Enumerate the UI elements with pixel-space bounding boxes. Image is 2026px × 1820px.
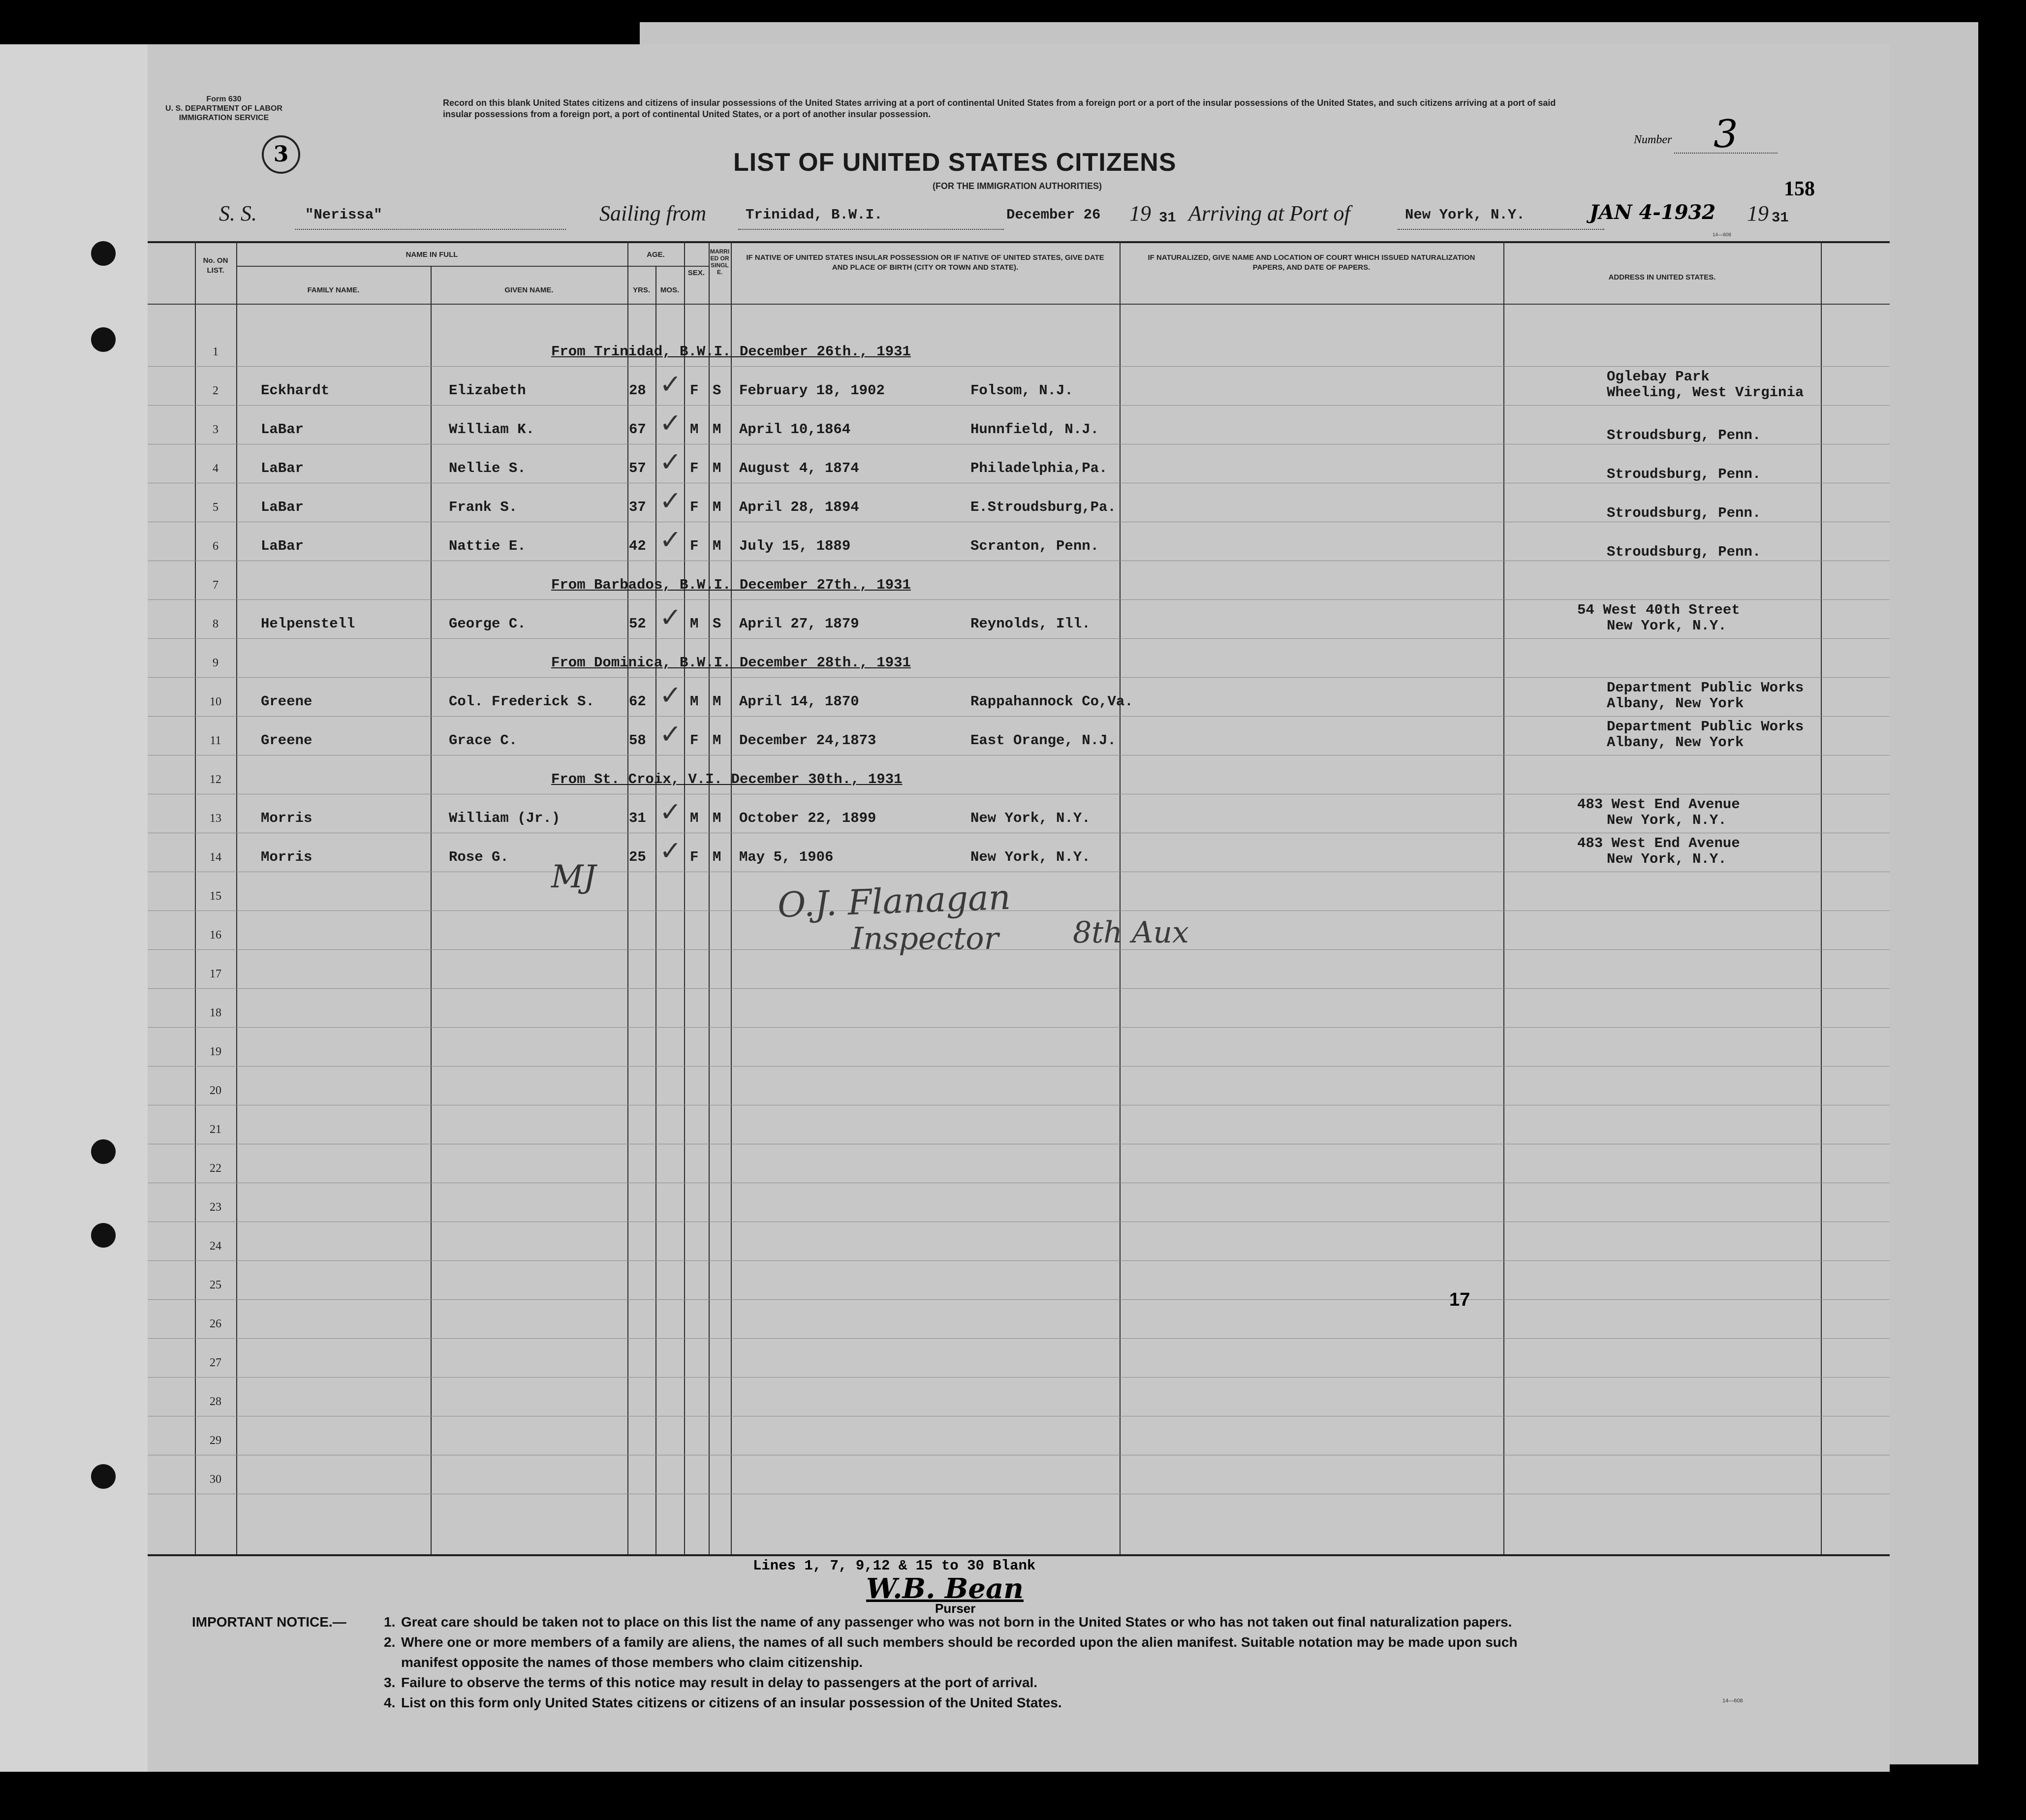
header-address: ADDRESS IN UNITED STATES. [1608,273,1716,282]
row-rule [148,405,1890,406]
check-mark: ✓ [659,796,682,827]
number-value: 3 [1713,112,1738,157]
section-heading: From Trinidad, B.W.I. December 26th., 1931 [551,344,911,360]
page-subtitle: (FOR THE IMMIGRATION AUTHORITIES) [933,181,1102,191]
ship-name: "Nerissa" [305,207,382,223]
instructions-text: Record on this blank United States citizens and citizens of insular possessions of the United States arriving at a port of continental United States from a foreign port or a port of the insular possessions of the United States, and such citizens arriving at a port of said insular possessions from a foreign port, a port of continental United States, or a port of another insular possession. [443,98,1556,119]
birth-place: Reynolds, Ill. [970,616,1091,632]
header-no-on-list: No. ON LIST. [203,256,228,275]
row-number: 15 [210,890,221,903]
row-number: 16 [210,929,221,941]
row-number: 3 [213,423,218,436]
notice-number: 1. [384,1614,396,1630]
family-name: LaBar [261,421,304,438]
birth-date: May 5, 1906 [739,849,834,865]
family-name: LaBar [261,460,304,476]
check-mark: ✓ [659,446,682,477]
address-line: Albany, New York [1607,695,1744,712]
header-birth: IF NATIVE OF UNITED STATES INSULAR POSSESSION OR IF NATIVE OF UNITED STATES, GIVE DATE AND PLACE OF BIRTH (CITY OR TOWN AND STATE). [746,253,1104,272]
sailing-label: Sailing from [599,201,707,225]
notice-number: 2. [384,1634,396,1650]
family-name: Greene [261,693,312,710]
birth-date: July 15, 1889 [739,538,851,554]
row-number: 29 [210,1434,221,1447]
family-name: Greene [261,732,312,749]
row-number: 11 [210,734,221,747]
row-rule [148,1027,1890,1028]
marital-status: M [713,810,721,826]
row-number: 5 [213,501,218,514]
birth-date: April 27, 1879 [739,616,859,632]
marital-status: M [713,538,721,554]
address-line: 54 West 40th Street [1577,602,1740,618]
age-years: 67 [629,421,646,438]
row-number: 4 [213,462,218,475]
row-number: 27 [210,1356,221,1369]
row-number: 22 [210,1162,221,1175]
binding-strip [0,44,148,1772]
address-line: New York, N.Y. [1607,812,1727,828]
given-name: Elizabeth [449,382,526,399]
marital-status: M [713,732,721,749]
birth-place: New York, N.Y. [970,810,1091,826]
given-name: Col. Frederick S. [449,693,594,710]
initials-annotation: MJ [551,859,596,895]
sex: M [690,810,699,826]
family-name: Eckhardt [261,382,330,399]
given-name: Nattie E. [449,538,526,554]
row-number: 10 [210,695,221,708]
header-mos: MOS. [660,286,680,294]
marital-status: M [713,460,721,476]
notice-text: Great care should be taken not to place on this list the name of any passenger who was not born in the United States or who has not taken out final naturalization papers. [401,1614,1512,1630]
sex: M [690,616,699,632]
number-field [1634,108,1777,157]
birth-place: Hunnfield, N.J. [970,421,1099,438]
birth-place: Scranton, Penn. [970,538,1099,554]
marginal-number: 17 [1449,1289,1470,1310]
header-age: AGE. [647,251,665,259]
row-number: 30 [210,1473,221,1486]
form-code: 14—608 [1713,232,1731,238]
marital-status: M [713,849,721,865]
page-number: 158 [1784,178,1815,200]
arrival-date-stamp: JAN 4-1932 [1590,201,1716,224]
row-rule [148,1299,1890,1300]
ss-label: S. S. [219,201,257,225]
row-rule [148,638,1890,639]
row-rule [148,1260,1890,1261]
check-mark: ✓ [659,835,682,866]
sex: M [690,421,699,438]
birth-place: East Orange, N.J. [970,732,1116,749]
given-name: William (Jr.) [449,810,561,826]
row-number: 2 [213,384,218,397]
arriving-label: Arriving at Port of [1188,201,1350,225]
inspector-initials: 8th Aux [1073,915,1189,950]
age-years: 52 [629,616,646,632]
address-line: Oglebay Park [1607,369,1710,385]
birth-place: Folsom, N.J. [970,382,1073,399]
address-line: New York, N.Y. [1607,618,1727,634]
age-years: 31 [629,810,646,826]
inspector-signature: O.J. Flanagan [777,877,1012,926]
page-title: LIST OF UNITED STATES CITIZENS [733,148,1177,177]
row-number: 28 [210,1395,221,1408]
row-number: 26 [210,1318,221,1330]
sex: F [690,499,699,515]
notice-number: 3. [384,1675,396,1690]
marital-status: M [713,499,721,515]
row-number: 18 [210,1006,221,1019]
given-name: William K. [449,421,535,438]
row-number: 7 [213,579,218,592]
family-name: LaBar [261,499,304,515]
family-name: Morris [261,849,312,865]
age-years: 58 [629,732,646,749]
marital-status: M [713,421,721,438]
form-id-line: IMMIGRATION SERVICE [179,114,269,122]
table-top-border [148,241,1890,243]
marital-status: M [713,693,721,710]
row-number: 12 [210,773,221,786]
age-years: 62 [629,693,646,710]
row-number: 25 [210,1279,221,1291]
form-id-line: Form 630 [206,95,242,103]
marital-status: S [713,382,721,399]
punch-hole [91,327,116,352]
departure-port: Trinidad, B.W.I. [746,207,883,223]
year-suffix: 31 [1159,210,1176,226]
arrival-port: New York, N.Y. [1405,207,1525,223]
row-rule [148,716,1890,717]
birth-date: October 22, 1899 [739,810,876,826]
age-years: 57 [629,460,646,476]
manifest-sheet [0,44,1890,1772]
age-years: 25 [629,849,646,865]
notice-text: Where one or more members of a family are aliens, the names of all such members should be recorded upon the alien manifest. Suitable notation may be made upon such [401,1634,1518,1650]
purser-label: Purser [935,1601,976,1616]
age-years: 42 [629,538,646,554]
check-mark: ✓ [659,369,682,400]
check-mark: ✓ [659,680,682,711]
inspector-title: Inspector [851,920,999,956]
row-number: 23 [210,1201,221,1214]
section-heading: From St. Croix, V.I. December 30th., 1931 [551,771,903,787]
row-number: 9 [213,657,218,669]
row-rule [148,988,1890,989]
row-number: 24 [210,1240,221,1253]
punch-hole [91,1464,116,1489]
row-number: 14 [210,851,221,864]
birth-place: Rappahannock Co,Va. [970,693,1133,710]
birth-place: E.Stroudsburg,Pa. [970,499,1116,515]
address-line: Wheeling, West Virginia [1607,384,1804,401]
sex: F [690,538,699,554]
given-name: Rose G. [449,849,509,865]
row-rule [148,1377,1890,1378]
family-name: LaBar [261,538,304,554]
year-prefix: 19 [1129,201,1151,225]
family-name: Helpenstell [261,616,355,632]
sex: F [690,732,699,749]
table-bottom-border [148,1554,1890,1556]
row-rule [148,366,1890,367]
purser-signature: W.B. Bean [866,1572,1024,1605]
row-number: 6 [213,540,218,553]
birth-place: New York, N.Y. [970,849,1091,865]
form-area [148,44,1890,1772]
birth-date: December 24,1873 [739,732,876,749]
age-years: 37 [629,499,646,515]
departure-date: December 26 [1006,207,1101,223]
address-line: Stroudsburg, Penn. [1607,544,1761,560]
row-number: 13 [210,812,221,825]
row-rule [148,1066,1890,1067]
header-name-in-full: NAME IN FULL [405,251,458,259]
header-bottom-border [148,304,1890,305]
row-rule [148,1338,1890,1339]
birth-date: August 4, 1874 [739,460,859,476]
form-code-bottom: 14—608 [1722,1698,1743,1704]
blank-lines-note: Lines 1, 7, 9,12 & 15 to 30 Blank [753,1558,1036,1574]
circled-number: 3 [262,135,300,174]
check-mark: ✓ [659,524,682,555]
check-mark: ✓ [659,719,682,750]
given-name: Nellie S. [449,460,526,476]
row-number: 19 [210,1045,221,1058]
notice-text: manifest opposite the names of those members who claim citizenship. [401,1655,863,1670]
address-line: Stroudsburg, Penn. [1607,505,1761,521]
header-yrs: YRS. [632,286,650,294]
sex: F [690,849,699,865]
address-line: Stroudsburg, Penn. [1607,427,1761,443]
birth-date: April 28, 1894 [739,499,859,515]
sex: F [690,382,699,399]
birth-date: February 18, 1902 [739,382,885,399]
row-rule [148,677,1890,678]
form-id-line: U. S. DEPARTMENT OF LABOR [165,104,282,113]
check-mark: ✓ [659,408,682,439]
header-family-name: FAMILY NAME. [307,286,360,294]
row-rule [148,910,1890,911]
header-married-single: MARRIED OR SINGLE. [710,248,730,276]
form-identifier [148,94,300,123]
given-name: George C. [449,616,526,632]
row-number: 21 [210,1123,221,1136]
birth-date: April 10,1864 [739,421,851,438]
sex: F [690,460,699,476]
header-sex: SEX. [687,269,705,277]
address-line: 483 West End Avenue [1577,835,1740,851]
row-number: 8 [213,618,218,630]
sex: M [690,693,699,710]
notice-number: 4. [384,1695,396,1710]
address-line: Department Public Works [1607,719,1804,735]
header-given-name: GIVEN NAME. [504,286,554,294]
row-rule [148,949,1890,950]
punch-hole [91,1139,116,1164]
row-number: 17 [210,968,221,980]
header-naturalized: IF NATURALIZED, GIVE NAME AND LOCATION OF COURT WHICH ISSUED NATURALIZATION PAPERS, AND DATE OF PAPERS. [1148,253,1475,272]
row-number: 20 [210,1084,221,1097]
year-suffix: 31 [1772,210,1789,226]
section-heading: From Barbados, B.W.I. December 27th., 1931 [551,577,911,593]
address-line: New York, N.Y. [1607,851,1727,867]
year-prefix: 19 [1747,201,1769,225]
given-name: Frank S. [449,499,518,515]
punch-hole [91,1223,116,1248]
punch-hole [91,241,116,266]
given-name: Grace C. [449,732,518,749]
number-label: Number [1634,133,1672,146]
check-mark: ✓ [659,602,682,633]
section-heading: From Dominica, B.W.I. December 28th., 1931 [551,655,911,671]
birth-date: April 14, 1870 [739,693,859,710]
row-number: 1 [213,345,218,358]
birth-place: Philadelphia,Pa. [970,460,1108,476]
marital-status: S [713,616,721,632]
address-line: Department Public Works [1607,680,1804,696]
row-rule [148,599,1890,600]
notice-text: Failure to observe the terms of this notice may result in delay to passengers at the port of arrival. [401,1675,1038,1690]
check-mark: ✓ [659,485,682,516]
address-line: Albany, New York [1607,734,1744,751]
age-years: 28 [629,382,646,399]
important-notice-label: IMPORTANT NOTICE.— [192,1614,346,1630]
address-line: Stroudsburg, Penn. [1607,466,1761,482]
notice-text: List on this form only United States citizens or citizens of an insular possession of the United States. [401,1695,1062,1710]
family-name: Morris [261,810,312,826]
address-line: 483 West End Avenue [1577,796,1740,813]
